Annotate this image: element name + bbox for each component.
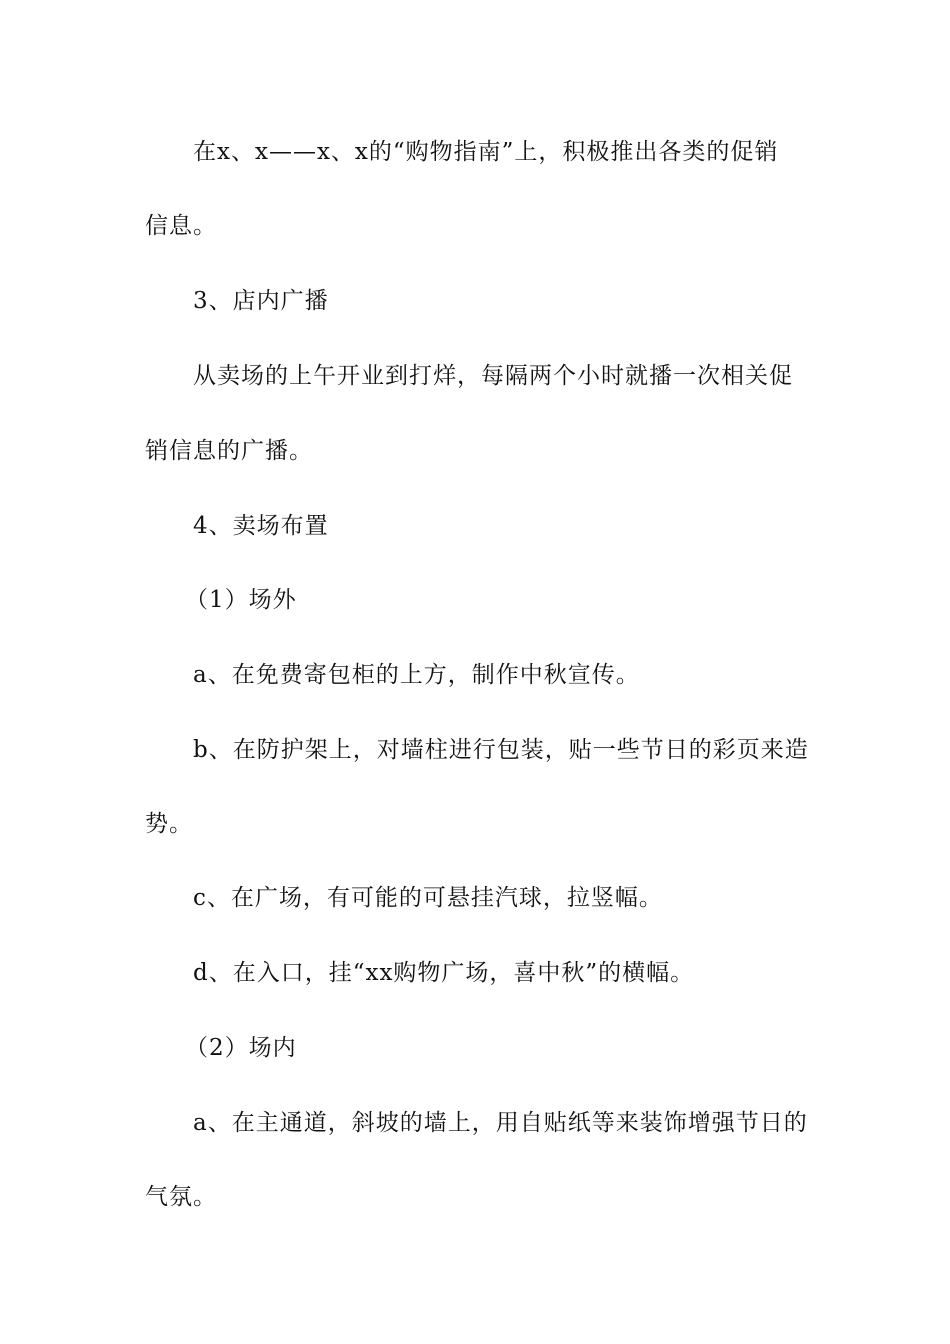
paragraph-line: 在x、x——x、x的“购物指南”上，积极推出各类的促销	[193, 139, 779, 165]
section-heading: 3、店内广播	[193, 288, 329, 314]
paragraph-line: 销信息的广播。	[145, 438, 313, 464]
subsection-heading: （1）场外	[185, 587, 297, 613]
list-item: d、在入口，挂“xx购物广场，喜中秋”的横幅。	[193, 960, 695, 986]
list-item: b、在防护架上，对墙柱进行包装，贴一些节日的彩页来造	[193, 737, 809, 763]
paragraph-line: 从卖场的上午开业到打烊，每隔两个小时就播一次相关促	[193, 363, 793, 389]
section-heading: 4、卖场布置	[193, 513, 329, 539]
list-item: a、在主通道，斜坡的墙上，用自贴纸等来装饰增强节日的	[193, 1110, 808, 1136]
list-item: c、在广场，有可能的可悬挂汽球，拉竖幅。	[193, 885, 663, 911]
paragraph-line: 气氛。	[145, 1184, 217, 1210]
paragraph-line: 信息。	[145, 213, 217, 239]
paragraph-line: 势。	[145, 811, 193, 837]
subsection-heading: （2）场内	[185, 1035, 297, 1061]
list-item: a、在免费寄包柜的上方，制作中秋宣传。	[193, 662, 640, 688]
